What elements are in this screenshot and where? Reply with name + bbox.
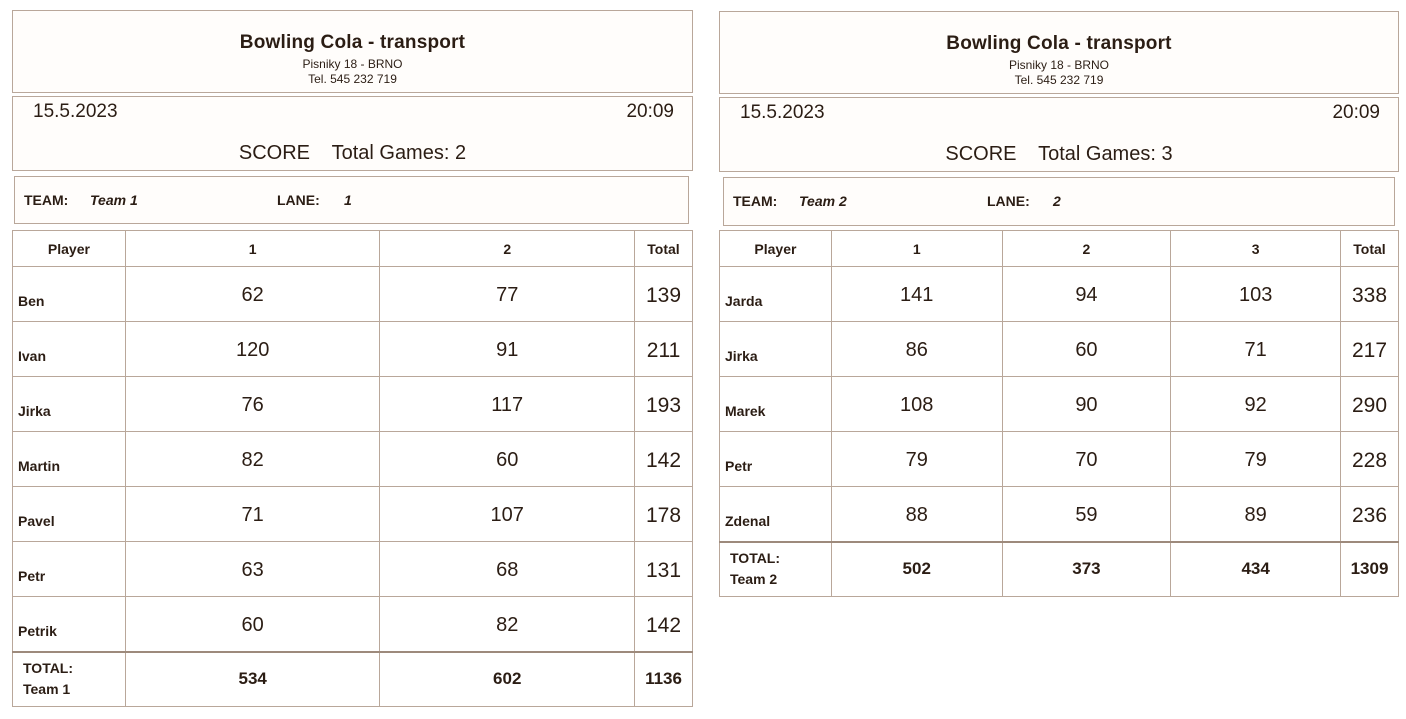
totals-row xyxy=(13,652,693,707)
game-score: 77 xyxy=(380,267,635,322)
venue-address: Pisniky 18 - BRNO xyxy=(302,57,403,71)
table-row xyxy=(13,487,693,542)
sheet-time: 20:09 xyxy=(626,101,674,122)
player-name: Jarda xyxy=(720,267,832,322)
player-total: 236 xyxy=(1341,487,1399,542)
game-score: 117 xyxy=(380,377,635,432)
score-label: SCORE xyxy=(238,142,311,164)
player-name: Ben xyxy=(13,267,126,322)
team-bar xyxy=(723,177,1395,226)
lane-label: LANE: xyxy=(277,192,320,208)
lane-number: 1 xyxy=(344,192,352,208)
sheet-info xyxy=(12,96,693,171)
game-total: 602 xyxy=(380,652,635,707)
game-score: 89 xyxy=(1171,487,1341,542)
game-score: 63 xyxy=(125,542,380,597)
game-score: 91 xyxy=(380,322,635,377)
column-header: 2 xyxy=(380,231,635,267)
player-name: Pavel xyxy=(13,487,126,542)
sheet-header xyxy=(12,10,693,93)
score-label: SCORE xyxy=(945,143,1017,165)
totals-team-name: Team 2 xyxy=(730,571,778,588)
sheet-info xyxy=(719,97,1399,172)
team-label: TEAM: xyxy=(733,193,778,209)
table-row xyxy=(720,322,1399,377)
game-total: 502 xyxy=(831,542,1002,597)
game-score: 59 xyxy=(1002,487,1171,542)
player-total: 139 xyxy=(635,267,693,322)
game-score: 82 xyxy=(380,597,635,652)
player-name: Jirka xyxy=(720,322,832,377)
total-games-label: Total Games: 2 xyxy=(331,142,467,164)
score-table xyxy=(12,230,693,707)
table-row xyxy=(13,432,693,487)
player-total: 142 xyxy=(635,432,693,487)
table-row xyxy=(720,267,1399,322)
team-label: TEAM: xyxy=(24,192,69,208)
column-header: 3 xyxy=(1171,231,1341,267)
column-header: Total xyxy=(1341,231,1399,267)
game-score: 88 xyxy=(831,487,1002,542)
totals-label-cell xyxy=(13,652,126,707)
table-row xyxy=(720,432,1399,487)
player-name: Petr xyxy=(13,542,126,597)
totals-team-name: Team 1 xyxy=(23,681,71,698)
player-name: Ivan xyxy=(13,322,126,377)
game-score: 79 xyxy=(1171,432,1341,487)
venue-phone: Tel. 545 232 719 xyxy=(1014,73,1104,87)
totals-label: TOTAL: xyxy=(23,660,74,677)
game-score: 90 xyxy=(1002,377,1171,432)
table-row xyxy=(13,597,693,652)
player-total: 142 xyxy=(635,597,693,652)
grand-total: 1136 xyxy=(635,652,693,707)
table-row xyxy=(13,267,693,322)
totals-row xyxy=(720,542,1399,597)
game-score: 76 xyxy=(125,377,380,432)
lane-number: 2 xyxy=(1053,193,1061,209)
sheet-time: 20:09 xyxy=(1332,102,1380,123)
game-score: 71 xyxy=(1171,322,1341,377)
game-score: 108 xyxy=(831,377,1002,432)
totals-label-cell xyxy=(720,542,832,597)
column-header: 1 xyxy=(831,231,1002,267)
game-score: 70 xyxy=(1002,432,1171,487)
game-score: 86 xyxy=(831,322,1002,377)
player-total: 211 xyxy=(635,322,693,377)
player-name: Petrik xyxy=(13,597,126,652)
table-row xyxy=(13,377,693,432)
player-total: 178 xyxy=(635,487,693,542)
player-name: Jirka xyxy=(13,377,126,432)
venue-title: Bowling Cola - transport xyxy=(239,32,466,53)
table-header-row xyxy=(13,231,693,267)
table-row xyxy=(720,487,1399,542)
game-score: 79 xyxy=(831,432,1002,487)
venue-address: Pisniky 18 - BRNO xyxy=(1008,58,1110,72)
player-total: 338 xyxy=(1341,267,1399,322)
column-header: Total xyxy=(635,231,693,267)
game-score: 94 xyxy=(1002,267,1171,322)
team-bar xyxy=(14,176,689,224)
player-name: Petr xyxy=(720,432,832,487)
team-name: Team 2 xyxy=(799,193,847,209)
game-total: 534 xyxy=(125,652,380,707)
column-header: Player xyxy=(720,231,832,267)
team-name: Team 1 xyxy=(90,192,138,208)
game-score: 103 xyxy=(1171,267,1341,322)
game-total: 434 xyxy=(1171,542,1341,597)
venue-title: Bowling Cola - transport xyxy=(946,33,1172,54)
column-header: 1 xyxy=(125,231,380,267)
player-total: 228 xyxy=(1341,432,1399,487)
table-row xyxy=(720,377,1399,432)
game-score: 141 xyxy=(831,267,1002,322)
column-header: Player xyxy=(13,231,126,267)
player-name: Martin xyxy=(13,432,126,487)
player-name: Zdenal xyxy=(720,487,832,542)
total-games-label: Total Games: 3 xyxy=(1038,143,1173,165)
sheet-date: 15.5.2023 xyxy=(33,101,118,122)
table-row xyxy=(13,322,693,377)
player-name: Marek xyxy=(720,377,832,432)
game-score: 71 xyxy=(125,487,380,542)
player-total: 217 xyxy=(1341,322,1399,377)
sheet-date: 15.5.2023 xyxy=(740,102,825,123)
player-total: 193 xyxy=(635,377,693,432)
game-score: 120 xyxy=(125,322,380,377)
lane-label: LANE: xyxy=(987,193,1030,209)
game-score: 60 xyxy=(125,597,380,652)
column-header: 2 xyxy=(1002,231,1171,267)
game-score: 60 xyxy=(380,432,635,487)
venue-phone: Tel. 545 232 719 xyxy=(308,72,397,86)
table-row xyxy=(13,542,693,597)
game-score: 107 xyxy=(380,487,635,542)
score-heading xyxy=(720,143,1398,166)
sheet-header xyxy=(719,11,1399,94)
game-score: 62 xyxy=(125,267,380,322)
score-heading xyxy=(13,142,692,165)
grand-total: 1309 xyxy=(1341,542,1399,597)
player-total: 131 xyxy=(635,542,693,597)
totals-label: TOTAL: xyxy=(730,550,781,567)
table-header-row xyxy=(720,231,1399,267)
game-total: 373 xyxy=(1002,542,1171,597)
player-total: 290 xyxy=(1341,377,1399,432)
score-table xyxy=(719,230,1399,597)
game-score: 92 xyxy=(1171,377,1341,432)
game-score: 82 xyxy=(125,432,380,487)
game-score: 68 xyxy=(380,542,635,597)
game-score: 60 xyxy=(1002,322,1171,377)
